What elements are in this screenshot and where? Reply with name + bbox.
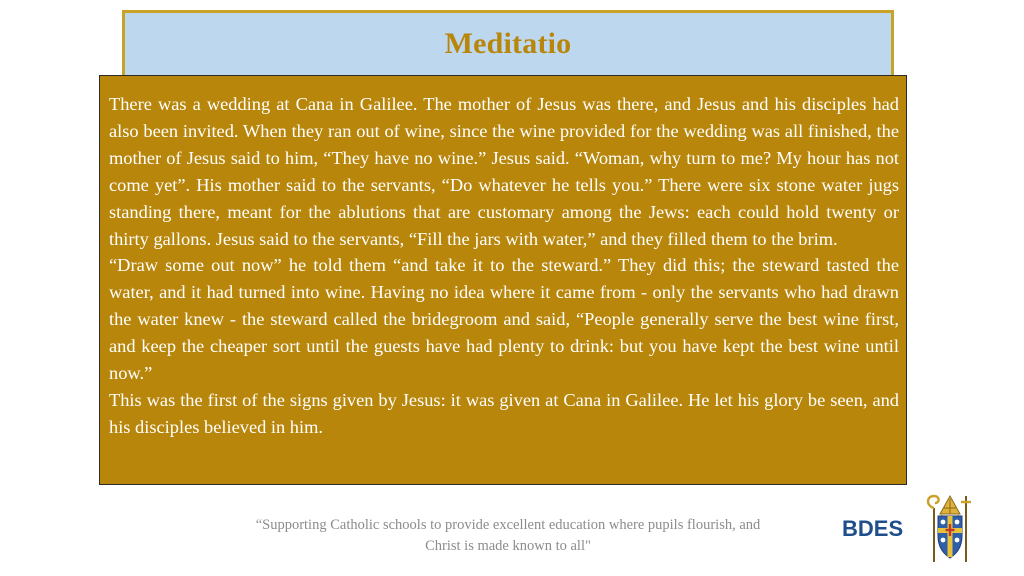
- slide-title: Meditatio: [444, 27, 572, 60]
- footer-tagline: “Supporting Catholic schools to provide excellent education where pupils flourish, and Christ is made known to all": [255, 517, 761, 554]
- diocesan-crest-icon: [922, 488, 978, 564]
- passage-paragraph-1: There was a wedding at Cana in Galilee. The mother of Jesus was there, and Jesus and his disciples had also been invited. When they ran out of wine, since the wine provided for the wedding was all finished, the mother of Jesus said to him, “They have no wine.” Jesus said. “Woman, why turn to me? My hour has not come yet”. His mother said to the servants, “Do whatever he tells you.” There were six stone water jugs standing there, meant for the ablutions that are customary among the Jews: each could hold twenty or thirty gallons. Jesus said to the servants, “Fill the jars with water,” and they filled them to the brim.: [109, 94, 899, 249]
- passage-paragraph-2: “Draw some out now” he told them “and take it to the steward.” They did this; the steward tasted the water, and it had turned into wine. Having no idea where it came from - only the servants who had drawn the water knew - the steward called the bridegroom and said, “People generally serve the best wine first, and keep the cheaper sort until the guests have had plenty to drink: but you have kept the best wine until now.”: [109, 255, 899, 384]
- scripture-passage: [109, 91, 899, 441]
- title-bar: [122, 10, 894, 75]
- passage-paragraph-3: This was the first of the signs given by Jesus: it was given at Cana in Galilee. He let his glory be seen, and his disciples believed in him.: [109, 389, 899, 437]
- brand-label: BDES: [842, 516, 904, 541]
- scripture-panel: [99, 75, 907, 485]
